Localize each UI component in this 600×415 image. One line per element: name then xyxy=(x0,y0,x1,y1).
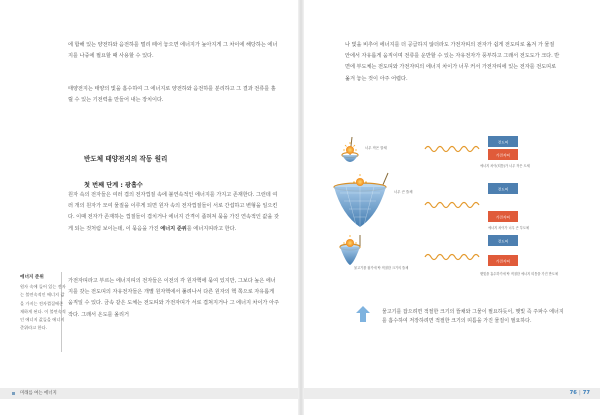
valence-band-label-3: 가전자띠 xyxy=(496,259,510,264)
footer-marker xyxy=(12,392,15,395)
light-wave-3 xyxy=(425,255,479,260)
para3-emphasis: 에너지 준위 xyxy=(160,225,187,232)
right-paragraph-1: 나 빛을 비추어 에너지를 더 공급하지 않더라도 가전자띠의 전자가 쉽게 전도띠로 옮겨 가 물질 안에서 자유롭게 움직이며 전류를 운반할 수 있는 자유전자가 풍부하고 그래서 전도도가 크다. 반면에 부도체는 전도띠와 가전자띠의 에너지 차이가 너무 커서 가전자띠에 있는 전자를 전도띠로 옮겨 놓는 것이 아주 어렵다. xyxy=(345,42,560,82)
label-fitting-net: 물고기를 잡기에 딱 적절한 크기의 뜰채 xyxy=(354,266,409,270)
side-note xyxy=(20,274,66,332)
page-gutter xyxy=(298,0,304,415)
sun-icon xyxy=(343,142,357,154)
section-heading: 반도체 태양전지의 작동 원리 xyxy=(84,155,168,163)
left-paragraph-4: 가전자띠라고 부르는 에너지띠의 전자들은 이전의 각 원자핵에 묶여 있지만, 그보다 높은 에너지를 갖는 전도띠의 자유전자들은 개별 원자핵에서 풀려나서 다른 원자의 핵 쪽으로 자유롭게 움직일 수 있다. 금속 같은 도체는 전도띠와 가전자띠가 서로 겹쳐지거나 그 에너지 차이가 아주 작다. 그래서 온도를 올리거 xyxy=(68,278,279,318)
band-gap-figure xyxy=(330,135,575,300)
step-heading: 첫 번째 단계 : 광흡수 xyxy=(84,182,143,189)
para3-text-start: 원자 속의 전자들은 여러 겹의 전자껍질 속에 불연속적인 에너지를 가지고 존재한다. 그런데 여러 개의 원자가 모여 물질을 이루게 되면 원자 속의 전자껍질들이 서로 간섭하고 변형을 일으킨다. 이때 전자가 존재하는 껍질들이 겹치거나 에너지 간격이 좁혀져 묶을 가진 연속적인 값을 갖게 되는 것처럼 보이는데, 이 묶음을 가진 xyxy=(68,192,279,232)
left-paragraph-1: 에 합해 있는 양전하와 음전하를 멀리 떼어 놓으면 에너지가 높아지게 그 차이에 해당하는 에너지를 나중에 필요할 때 사용할 수 있다. xyxy=(68,42,278,60)
valence-band-label-1: 가전자띠 xyxy=(496,153,510,158)
up-arrow-icon xyxy=(356,306,370,322)
row3-caption: 햇빛을 흡수하기에 딱 적절한 에너지 띠틈을 가진 반도체 xyxy=(480,272,558,276)
conduction-band-label-2: 전도띠 xyxy=(497,187,509,192)
side-note-body: 원자 속에 들어 있는 전자는 불연속적인 에너지 값을 가지는 전자껍질에존재하게 된다. 이 불연속적인 에너지 값들을 에너지 준위라고 한다. xyxy=(20,284,66,331)
page-number-separator: | xyxy=(578,390,581,396)
left-paragraph-3 xyxy=(68,190,280,235)
page-number-left: 76 xyxy=(569,390,577,396)
para3-text-end: 를 에너지띠라고 한다. xyxy=(186,225,237,232)
label-large-net: 너무 큰 뜰채 xyxy=(394,190,413,194)
light-wave-2 xyxy=(425,203,479,208)
band-box-3 xyxy=(488,235,518,266)
row2-caption: 에너지 차이가 너무 큰 부도체 xyxy=(488,226,530,230)
label-small-net: 너무 작은 뜰채 xyxy=(365,146,387,150)
side-note-title: 에너지 준위 xyxy=(20,275,44,280)
page-numbers xyxy=(570,388,590,399)
conduction-band-label-3: 전도띠 xyxy=(497,239,509,244)
band-box-2 xyxy=(488,183,518,222)
footer-bar-right xyxy=(304,388,600,399)
light-wave-1 xyxy=(425,147,479,152)
left-paragraph-2: 태양전지는 태양의 빛을 흡수하여 그 에너지로 양전하와 음전하를 분리하고 그 결과 전류를 흘릴 수 있는 기전력을 만들어 내는 장치이다. xyxy=(68,86,276,104)
band-box-1 xyxy=(488,136,518,160)
figure-caption: 물고기를 잡으려면 적절한 크기의 뜰채와 그물이 필요하듯이, 햇빛 즉 주파수 에너지를 흡수하여 저장하려면 적절한 크기의 띠틈을 가진 물질이 필요하다. xyxy=(382,309,564,324)
row1-caption: 에너지 차이(띠틈)가 너무 작은 도체 xyxy=(480,164,530,168)
running-footer-title: 미래를 여는 에너지 xyxy=(20,391,57,396)
page-number-right: 77 xyxy=(582,390,590,396)
conduction-band-label-1: 전도띠 xyxy=(497,140,509,145)
valence-band-label-2: 가전자띠 xyxy=(496,215,510,220)
